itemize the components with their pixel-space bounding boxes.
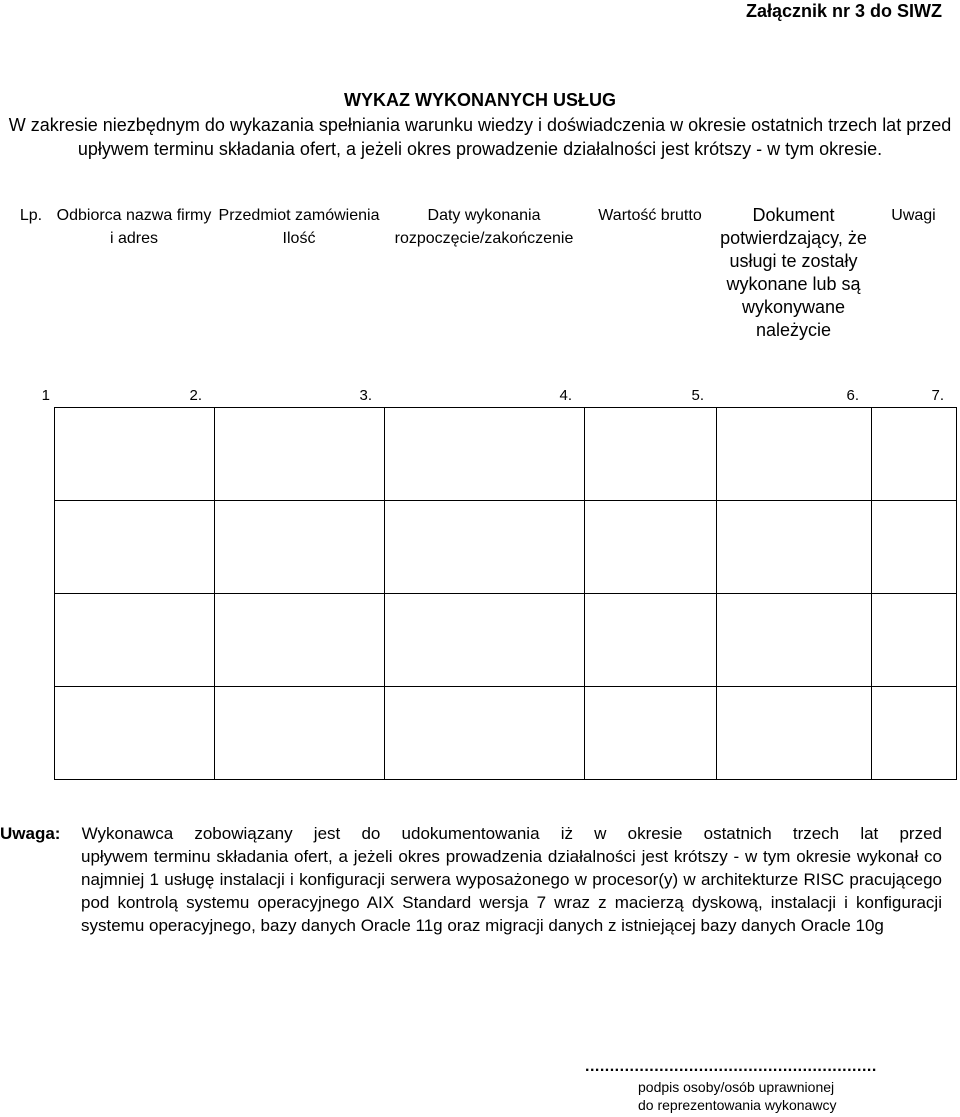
signature-caption-line1: podpis osoby/osób uprawnionej	[638, 1079, 835, 1095]
column-number: 2.	[189, 387, 202, 404]
table-row	[8, 408, 956, 501]
column-number: 3.	[359, 387, 372, 404]
table-cell[interactable]	[871, 501, 956, 594]
header-document: Dokument potwierdzający, że usługi te zostały wykonane lub są wykonywane należycie	[720, 205, 867, 340]
table-cell[interactable]	[871, 687, 956, 780]
column-numbers-row	[8, 385, 956, 408]
services-table	[8, 200, 957, 780]
note-body: upływem terminu składania ofert, a jeżeli okres prowadzenia działalności jest krótszy - w tym okresie wykonał co najmniej 1 usługę instalacji i konfiguracji serwera wyposażonego w procesor(y) w architekturze RISC pracującego pod kontrolą systemu operacyjnego AIX Standard wersja 7 wraz z macierzą dyskową, instalacji i konfiguracji systemu operacyjnego, bazy danych Oracle 11g oraz migracji danych z istniejącej bazy danych Oracle 10g	[81, 847, 942, 935]
table-cell[interactable]	[871, 594, 956, 687]
table-cell[interactable]	[584, 594, 716, 687]
signature-line: ...........................................................	[585, 1058, 877, 1075]
table-cell[interactable]	[54, 594, 214, 687]
document-title: WYKAZ WYKONANYCH USŁUG	[344, 90, 616, 110]
table-cell[interactable]	[584, 687, 716, 780]
table-cell[interactable]	[384, 501, 584, 594]
note-first-line	[0, 822, 942, 845]
header-value: Wartość brutto	[598, 207, 702, 224]
intro-paragraph: W zakresie niezbędnym do wykazania spełniania warunku wiedzy i doświadczenia w okresie ostatnich trzech lat przed upływem terminu składania ofert, a jeżeli okres prowadzenie działalności jest krótszy - w tym okresie.	[8, 115, 952, 159]
table-cell[interactable]	[716, 501, 871, 594]
table-cell[interactable]	[384, 408, 584, 501]
table-cell[interactable]	[214, 408, 384, 501]
table-cell	[8, 594, 54, 687]
header-dates: Daty wykonania rozpoczęcie/zakończenie	[394, 207, 574, 247]
table-cell[interactable]	[384, 687, 584, 780]
column-number: 4.	[559, 387, 572, 404]
note-first-text: Wykonawca zobowiązany jest do udokumentowania iż w okresie ostatnich trzech lat przed	[81, 824, 942, 843]
table-cell[interactable]	[54, 501, 214, 594]
table-cell[interactable]	[716, 687, 871, 780]
table-cell[interactable]	[716, 594, 871, 687]
table-cell	[8, 501, 54, 594]
column-number: 5.	[691, 387, 704, 404]
header-recipient: Odbiorca nazwa firmy i adres	[56, 207, 212, 247]
note-paragraph	[0, 822, 942, 937]
table-row	[8, 501, 956, 594]
table-row	[8, 594, 956, 687]
annex-label: Załącznik nr 3 do SIWZ	[745, 1, 942, 21]
header-subject: Przedmiot zamówienia Ilość	[218, 207, 380, 247]
column-number: 1	[41, 387, 50, 405]
signature-caption	[638, 1078, 836, 1114]
header-remarks: Uwagi	[891, 207, 936, 224]
note-label: Uwaga:	[0, 824, 61, 843]
table-cell[interactable]	[384, 594, 584, 687]
table-cell	[8, 687, 54, 780]
signature-caption-line2: do reprezentowania wykonawcy	[638, 1097, 837, 1113]
table-cell[interactable]	[54, 687, 214, 780]
header-lp: Lp.	[19, 207, 43, 224]
column-number: 6.	[846, 387, 859, 404]
table-cell[interactable]	[716, 408, 871, 501]
table-cell[interactable]	[54, 408, 214, 501]
table-cell[interactable]	[214, 687, 384, 780]
table-cell[interactable]	[584, 501, 716, 594]
table-cell[interactable]	[584, 408, 716, 501]
table-cell[interactable]	[871, 408, 956, 501]
column-number: 7.	[931, 387, 944, 404]
table-header-row	[8, 200, 956, 385]
table-cell	[8, 408, 54, 501]
table-cell[interactable]	[214, 501, 384, 594]
table-cell[interactable]	[214, 594, 384, 687]
table-row	[8, 687, 956, 780]
